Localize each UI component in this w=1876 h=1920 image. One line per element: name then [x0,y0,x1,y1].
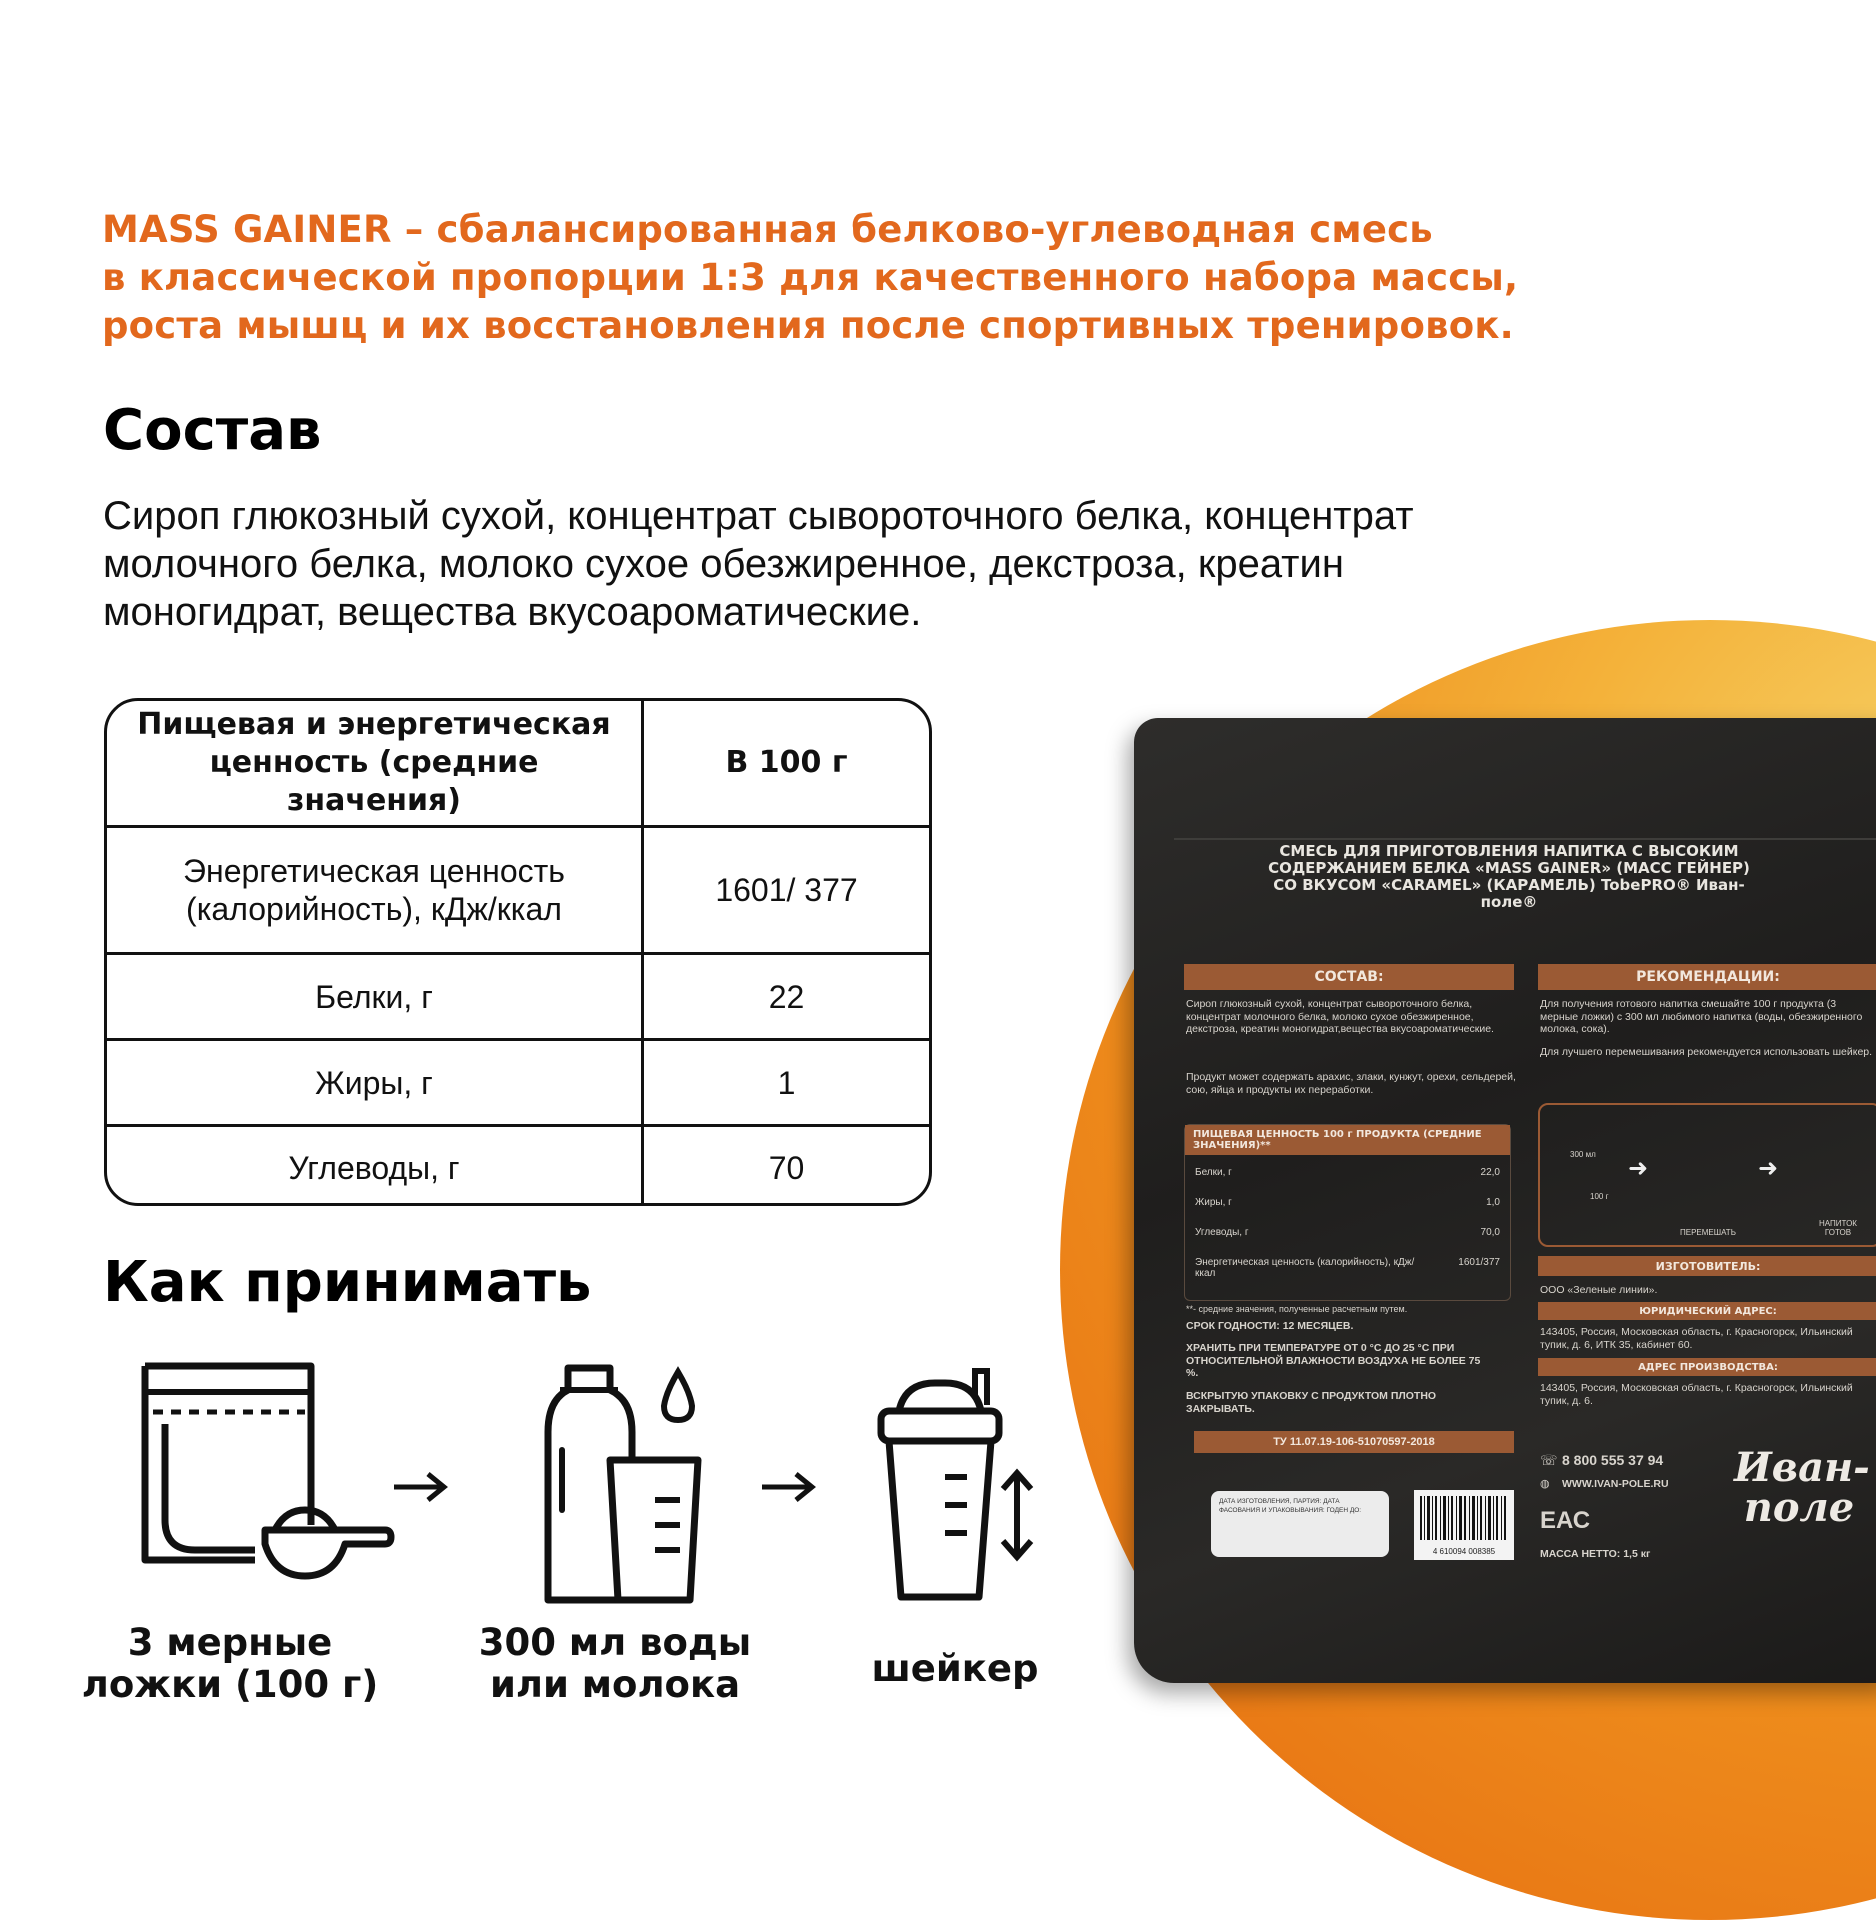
package-prep-steps [1538,1103,1876,1247]
package-table-row [1195,1197,1500,1208]
package-site: WWW.IVAN-POLE.RU [1562,1478,1669,1490]
intro-line: MASS GAINER – сбалансированная белково-углеводная смесь [102,208,1433,251]
package-recommend-title: РЕКОМЕНДАЦИИ: [1538,964,1876,990]
package-barcode [1414,1490,1514,1560]
product-package [1134,718,1876,1683]
package-shelf-life: СРОК ГОДНОСТИ: 12 МЕСЯЦЕВ. [1186,1320,1354,1332]
package-composition-title: СОСТАВ: [1184,964,1514,990]
barcode-number: 4 610094 008385 [1432,1547,1496,1556]
table-row [107,825,929,952]
table-cell-value: 1601/ 377 [715,872,858,908]
table-row [107,952,929,1038]
table-row [107,1038,929,1124]
package-storage: ХРАНИТЬ ПРИ ТЕМПЕРАТУРЕ ОТ 0 °С ДО 25 °С ПРИ ОТНОСИТЕЛЬНОЙ ВЛАЖНОСТИ ВОЗДУХА НЕ БОЛЕЕ 75 %. [1186,1342,1481,1379]
package-composition-text: Сироп глюкозный сухой, концентрат сывороточного белка, концентрат молочного белка, молоко сухое обезжиренное, декстроза, креатин моногидрат,вещества вкусоароматические. [1186,998,1494,1035]
bottle-glass-icon [540,1360,710,1610]
package-title: СМЕСЬ ДЛЯ ПРИГОТОВЛЕНИЯ НАПИТКА С ВЫСОКИМ СОДЕРЖАНИЕМ БЕЛКА «MASS GAINER» (МАСС ГЕЙНЕР) СО ВКУСОМ «CARAMEL» (КАРАМЕЛЬ) TobePRO® Иван-поле® [1268,842,1750,911]
step-caption: НАПИТОК ГОТОВ [1819,1219,1857,1237]
package-mass: МАССА НЕТТО: 1,5 кг [1540,1548,1651,1560]
row-value: 1,0 [1486,1197,1500,1208]
table-cell-value: 70 [768,1150,805,1186]
package-allergens: Продукт может содержать арахис, злаки, кунжут, орехи, сельдерей, сою, яйца и продукты их переработки. [1186,1071,1516,1096]
table-cell-name: Жиры, г [107,1041,644,1124]
step-caption: 100 г [1590,1192,1609,1201]
powder-bag-scoop-icon [135,1360,395,1580]
package-seal [1174,838,1876,840]
row-name: Белки, г [1195,1167,1232,1178]
package-close-note: ВСКРЫТУЮ УПАКОВКУ С ПРОДУКТОМ ПЛОТНО ЗАКРЫВАТЬ. [1186,1390,1437,1415]
package-legal: 143405, Россия, Московская область, г. Красногорск, Ильинский тупик, д. 6, ИТК 35, кабинет 60. [1540,1326,1853,1351]
package-nutrition-table [1184,1124,1511,1301]
step-caption: 300 мл [1570,1150,1596,1159]
package-prod: 143405, Россия, Московская область, г. Красногорск, Ильинский тупик, д. 6. [1540,1382,1853,1407]
intro-text [102,206,1662,350]
row-value: 22,0 [1480,1167,1500,1178]
intro-line: роста мышц и их восстановления после спортивных тренировок. [102,304,1514,347]
step-label: шейкер [871,1647,1039,1690]
table-cell-value: 22 [768,978,805,1015]
table-cell-name: Белки, г [107,955,644,1038]
table-header-row [107,701,929,825]
package-table-row [1195,1227,1500,1238]
package-recommend-text: Для получения готового напитка смешайте 100 г продукта (3 мерные ложки) с 300 мл любимого напитка (воды, обезжиренного молока, сока). [1540,998,1863,1035]
arrow-right-icon: ➜ [1628,1155,1649,1182]
row-name: Углеводы, г [1195,1227,1249,1238]
table-header-name: Пищевая и энергетическая ценность (средние значения) [107,701,644,825]
table-cell-name: Углеводы, г [107,1127,644,1206]
logo-text: Иван-поле [1734,1444,1870,1531]
composition-text: Сироп глюкозный сухой, концентрат сывороточного белка, концентрат молочного белка, молоко сухое обезжиренное, декстроза, креатин моногидрат, вещества вкусоароматические. [103,494,1414,634]
step-label: 3 мерные ложки (100 г) [81,1621,379,1706]
composition-heading: Состав [103,398,322,463]
table-header-value: В 100 г [725,745,848,780]
package-eac: ЕАС [1540,1507,1591,1534]
row-value: 1601/377 [1458,1257,1500,1268]
package-date-box [1211,1491,1389,1557]
package-table-row [1195,1257,1500,1279]
barcode-icon [1414,1490,1514,1546]
table-cell-value: 1 [777,1064,796,1101]
step-label: 300 мл воды или молока [478,1621,752,1706]
table-cell-name: Энергетическая ценность (калорийность), кДж/ккал [107,828,644,952]
package-phone: 8 800 555 37 94 [1562,1452,1664,1468]
package-recommend-text2: Для лучшего перемешивания рекомендуется использовать шейкер. [1540,1046,1873,1058]
package-manufacturer: ООО «Зеленые линии». [1540,1284,1658,1296]
arrow-right-icon: ➜ [1758,1155,1779,1182]
package-logo [1734,1444,1870,1531]
table-row [107,1124,929,1206]
arrow-right-icon [760,1470,816,1504]
arrow-right-icon [392,1470,448,1504]
phone-icon: ☏ [1540,1452,1558,1468]
globe-icon: ◍ [1540,1478,1550,1490]
package-prod-title: АДРЕС ПРОИЗВОДСТВА: [1538,1358,1876,1376]
row-value: 70,0 [1480,1227,1500,1238]
row-name: Жиры, г [1195,1197,1232,1208]
package-manufacturer-title: ИЗГОТОВИТЕЛЬ: [1538,1256,1876,1276]
shaker-icon [875,1365,1035,1605]
row-name: Энергетическая ценность (калорийность), кДж/ккал [1195,1257,1415,1279]
intro-line: в классической пропорции 1:3 для качественного набора массы, [102,256,1519,299]
how-to-heading: Как принимать [103,1250,592,1315]
package-dates: ДАТА ИЗГОТОВЛЕНИЯ, ПАРТИЯ: ДАТА ФАСОВАНИЯ И УПАКОВЫВАНИЯ: ГОДЕН ДО: [1219,1498,1362,1514]
step-caption: ПЕРЕМЕШАТЬ [1680,1228,1736,1237]
package-legal-title: ЮРИДИЧЕСКИЙ АДРЕС: [1538,1302,1876,1320]
package-table-row [1195,1167,1500,1178]
package-tu: ТУ 11.07.19-106-51070597-2018 [1194,1431,1514,1453]
nutrition-table [104,698,932,1206]
package-table-title: ПИЩЕВАЯ ЦЕННОСТЬ 100 г ПРОДУКТА (СРЕДНИЕ ЗНАЧЕНИЯ)** [1185,1125,1510,1155]
package-footnote: **- средние значения, полученные расчетным путем. [1186,1304,1408,1314]
